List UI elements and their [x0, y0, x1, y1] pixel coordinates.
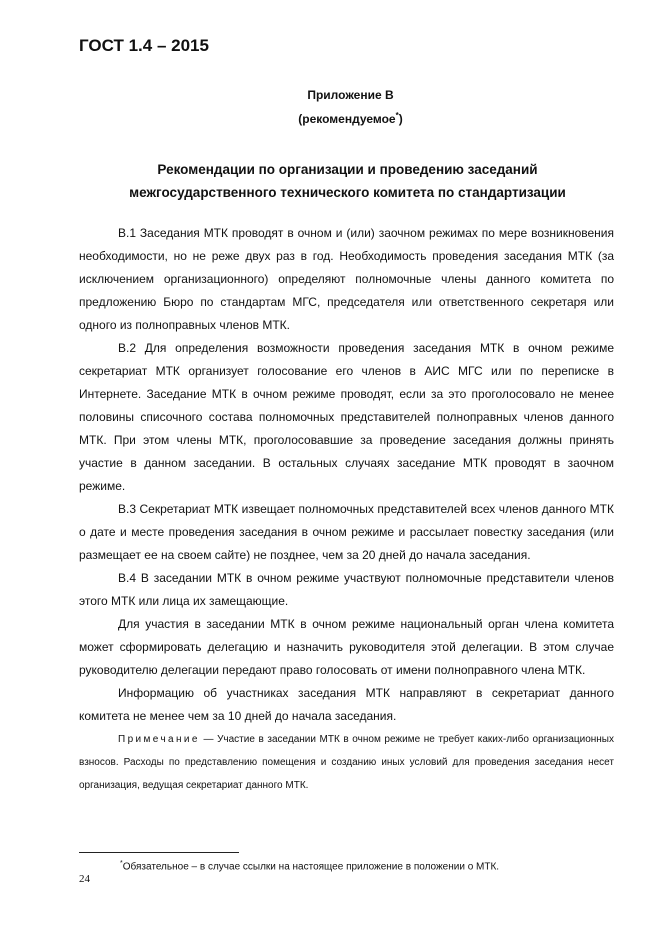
- section-title-line-2: межгосударственного технического комитета по стандартизации: [129, 185, 566, 200]
- paragraph-b1: В.1 Заседания МТК проводят в очном и (или) заочном режимах по мере возникновения необходимости, но не реже двух раз в год. Необходимость проведения заседания МТК (за исключением организационного) определяют полномочные члены данного комитета по предложению Бюро по стандартам МГС, председателя или ответственного секретаря или одного из полноправных членов МТК.: [79, 226, 614, 332]
- standard-code-header: ГОСТ 1.4 – 2015: [79, 36, 209, 55]
- appendix-status-footnote-mark: *: [395, 111, 399, 120]
- paragraph-delegation: Для участия в заседании МТК в очном режиме национальный орган члена комитета может сформировать делегацию и назначить руководителя этой делегации. В этом случае руководителю делегации передают право голосовать от имени полноправного члена МТК.: [79, 617, 614, 677]
- paragraph-b3: В.3 Секретариат МТК извещает полномочных представителей всех членов данного МТК о дате и месте проведения заседания в очном режиме и рассылает повестку заседания (или размещает ее на своем сайте) не позднее, чем за 20 дней до начала заседания.: [79, 502, 614, 562]
- document-body: [79, 222, 614, 797]
- footnote-mark: *: [120, 860, 123, 867]
- appendix-status: [20, 111, 661, 126]
- appendix-status-text: (рекомендуемое: [298, 112, 396, 126]
- page-number: 24: [79, 873, 90, 885]
- paragraph-b4: В.4 В заседании МТК в очном режиме участвуют полномочные представители членов этого МТК или лица их замещающие.: [79, 571, 614, 608]
- footnote-divider: [79, 852, 239, 853]
- note-label: Примечание: [118, 734, 200, 745]
- appendix-title: Приложение В: [307, 88, 394, 102]
- note-text: Участие в заседании МТК в очном режиме не требует каких-либо организационных взносов. Расходы по представлению помещения и созданию иных условий для проведения заседания несет организация, ведущая секретариат данного МТК.: [79, 734, 614, 791]
- footnote: [120, 860, 499, 872]
- section-title: [80, 158, 615, 204]
- section-title-line-1: Рекомендации по организации и проведению заседаний: [157, 162, 538, 177]
- footnote-text: Обязательное – в случае ссылки на настоящее приложение в положении о МТК.: [122, 861, 500, 873]
- appendix-status-close: ): [398, 112, 403, 126]
- note: [79, 728, 614, 797]
- note-dash: —: [199, 734, 218, 745]
- paragraph-b2: В.2 Для определения возможности проведения заседания МТК в очном режиме секретариат МТК организует голосование его членов в АИС МГС или по переписке в Интернете. Заседание МТК в очном режиме проводят, если за это проголосовало не менее половины списочного состава полномочных представителей полноправных членов данного МТК. При этом члены МТК, проголосовавшие за проведение заседания должны принять участие в данном заседании. В остальных случаях заседание МТК проводят в заочном режиме.: [79, 341, 614, 493]
- paragraph-participants-info: Информацию об участниках заседания МТК направляют в секретариат данного комитета не менее чем за 10 дней до начала заседания.: [79, 686, 614, 723]
